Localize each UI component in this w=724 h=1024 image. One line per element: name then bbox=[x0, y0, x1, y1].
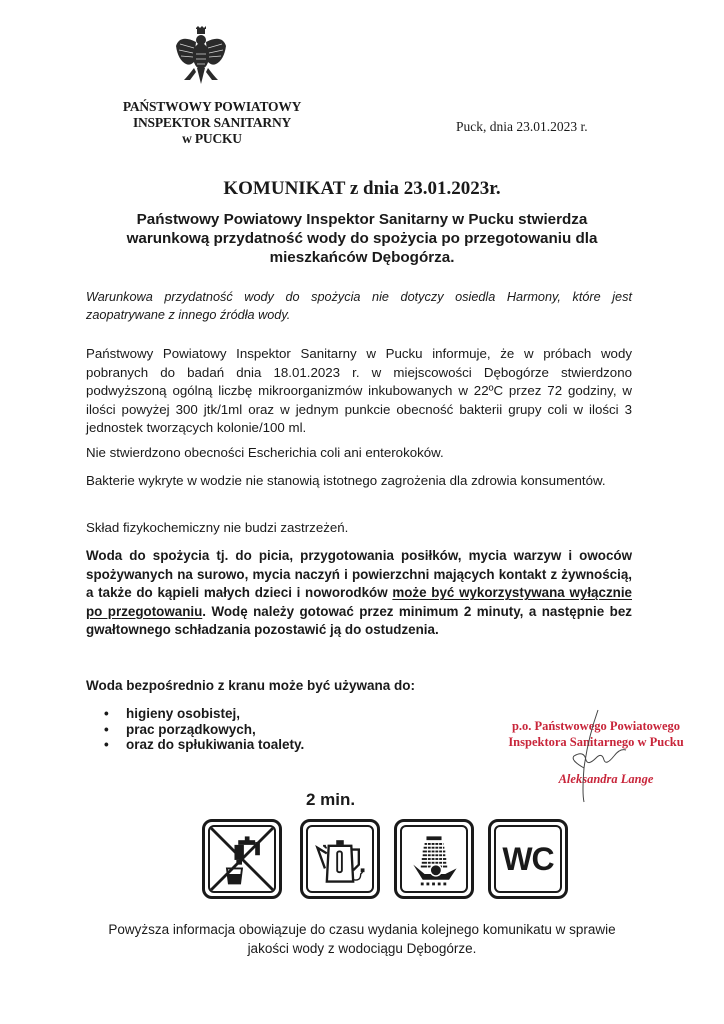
exemption-note: Warunkowa przydatność wody do spożycia nie dotyczy osiedla Harmony, które jest zaopatrywane z innego źródła wody. bbox=[86, 290, 632, 322]
list-item-text: prac porządkowych, bbox=[126, 721, 256, 737]
health-risk-paragraph: Bakterie wykryte w wodzie nie stanowią istotnego zagrożenia dla zdrowia konsumentów. bbox=[86, 473, 606, 488]
no-ecoli-paragraph: Nie stwierdzono obecności Escherichia coli ani enterokoków. bbox=[86, 445, 444, 460]
wc-icon bbox=[488, 819, 568, 899]
bathing-shower-icon bbox=[394, 819, 474, 899]
warning-text: Woda do spożycia tj. do picia, przygotowania posiłków, mycia warzyw i owoców spożywanych na surowo, mycia naczyń i powierzchni mających kontakt z żywnością, a także do kąpieli małych dzieci i noworodków bbox=[86, 548, 632, 601]
chemistry-paragraph: Skład fizykochemiczny nie budzi zastrzeżeń. bbox=[86, 520, 349, 535]
list-item bbox=[104, 706, 304, 722]
signatory-role: p.o. Państwowego Powiatowego bbox=[511, 719, 681, 733]
warning-text-after: . Wodę należy gotować przez minimum 2 minuty, a następnie bez gwałtownego schładzania pozostawić ją do ostudzenia. bbox=[86, 603, 632, 638]
boil-kettle-icon bbox=[300, 819, 380, 899]
warning-underlined: może być wykorzystywana wyłącznie po przegotowaniu bbox=[86, 585, 632, 619]
authority-line: w PUCKU bbox=[182, 131, 242, 146]
findings-paragraph: Państwowy Powiatowy Inspektor Sanitarny w Pucku informuje, że w próbach wody pobranych do badań dnia 18.01.2023 r. w miejscowości Dębogórze stwierdzono podwyższoną ogólną liczbę mikroorganizmów inkubowanych w 22ºC przez 72 godziny, w ilości powyżej 300 jtk/1ml oraz w jednym punkcie obecność bakterii grupy coli w ilości 3 jednostek tworzących kolonie/100 ml. bbox=[86, 346, 632, 435]
authority-line: PAŃSTWOWY POWIATOWY bbox=[122, 99, 302, 114]
handwritten-signature-icon bbox=[540, 708, 630, 803]
validity-note: Powyższa informacja obowiązuje do czasu wydania kolejnego komunikatu w sprawie jakości wody z wodociągu Dębogórze. bbox=[108, 922, 616, 956]
signatory-role: Inspektora Sanitarnego w Pucku bbox=[508, 735, 684, 749]
bullet-icon: • bbox=[104, 737, 109, 752]
wc-label: WC bbox=[502, 840, 554, 877]
list-item-text: oraz do spłukiwania toalety. bbox=[126, 737, 305, 752]
tap-uses-list bbox=[104, 706, 304, 753]
boil-time-label: 2 min. bbox=[306, 790, 356, 809]
list-item bbox=[104, 737, 304, 753]
headline: Państwowy Powiatowy Inspektor Sanitarny w Pucku stwierdza warunkową przydatność wody do spożycia po przegotowaniu dla mieszkańców Dębogórza. bbox=[126, 211, 598, 266]
bullet-icon: • bbox=[104, 706, 109, 721]
boil-warning-paragraph bbox=[86, 547, 632, 640]
signatory-name: Aleksandra Lange bbox=[558, 772, 654, 786]
place-and-date: Puck, dnia 23.01.2023 r. bbox=[456, 119, 588, 134]
eagle-emblem-icon bbox=[172, 26, 230, 86]
list-item-text: higieny osobistej, bbox=[126, 706, 241, 721]
document-title: KOMUNIKAT z dnia 23.01.2023r. bbox=[223, 178, 501, 199]
tap-uses-heading: Woda bezpośrednio z kranu może być używana do: bbox=[86, 678, 416, 693]
authority-line: INSPEKTOR SANITARNY bbox=[132, 115, 292, 130]
no-drinking-tap-water-icon bbox=[202, 819, 282, 899]
list-item bbox=[104, 722, 304, 738]
bullet-icon: • bbox=[104, 721, 109, 737]
issuing-authority bbox=[96, 99, 328, 147]
